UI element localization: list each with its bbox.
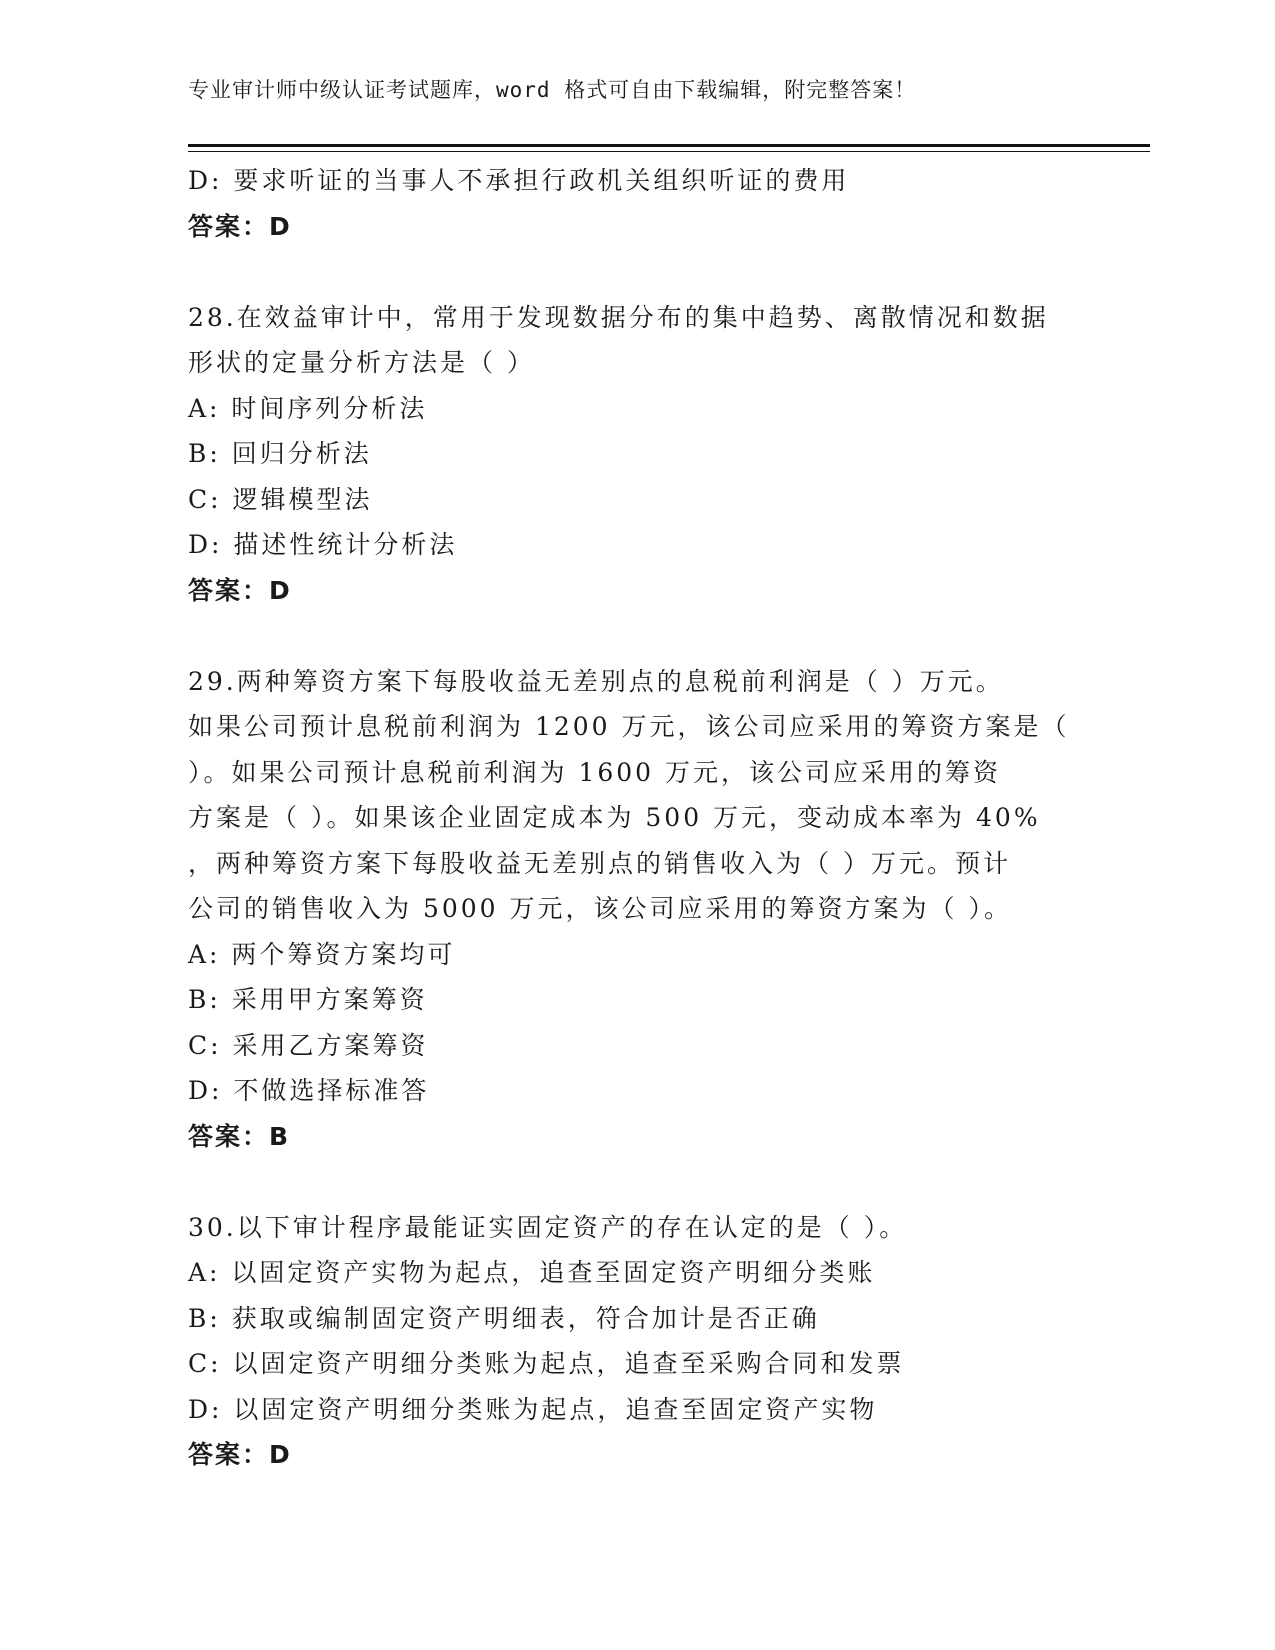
question-stem-line: 形状的定量分析方法是（ ） [188, 348, 535, 377]
option-a: A: 以固定资产实物为起点，追查至固定资产明细分类账 [188, 1258, 876, 1287]
question-stem-line: 如果公司预计息税前利润为 1200 万元，该公司应采用的筹资方案是（ [188, 712, 1070, 741]
answer-line: 答案：B [188, 1121, 291, 1151]
answer-line: 答案：D [188, 211, 292, 241]
option-d: D: 描述性统计分析法 [188, 530, 458, 559]
question-28 [188, 295, 1088, 614]
option-d: D: 要求听证的当事人不承担行政机关组织听证的费用 [188, 166, 850, 195]
option-d: D: 不做选择标准答 [188, 1076, 430, 1105]
option-b: B: 采用甲方案筹资 [188, 985, 428, 1014]
option-a: A: 时间序列分析法 [188, 393, 428, 423]
question-stem-line: ）。如果公司预计息税前利润为 1600 万元，该公司应采用的筹资 [188, 757, 1002, 787]
option-c: C: 以固定资产明细分类账为起点，追查至采购合同和发票 [188, 1349, 905, 1378]
answer-line: 答案：D [188, 1440, 292, 1469]
question-stem-line: 公司的销售收入为 5000 万元，该公司应采用的筹资方案为（ ）。 [188, 894, 1012, 923]
option-c: C: 采用乙方案筹资 [188, 1030, 429, 1060]
question-stem-line: 30.以下审计程序最能证实固定资产的存在认定的是（ ）。 [188, 1212, 908, 1242]
question-content [188, 158, 1088, 1478]
option-c: C: 逻辑模型法 [188, 484, 373, 514]
spacer [188, 1159, 1088, 1205]
option-d: D: 以固定资产明细分类账为起点，追查至固定资产实物 [188, 1394, 878, 1424]
header-rule-thin [188, 151, 1150, 152]
question-29 [188, 659, 1088, 1160]
question-stem-line: 29.两种筹资方案下每股收益无差别点的息税前利润是（ ）万元。 [188, 666, 1004, 696]
option-a: A: 两个筹资方案均可 [188, 939, 456, 969]
option-b: B: 回归分析法 [188, 439, 372, 468]
question-30 [188, 1205, 1088, 1478]
header-rule-thick [188, 144, 1150, 147]
spacer [188, 613, 1088, 659]
answer-line: 答案：D [188, 575, 292, 605]
page-header: 专业审计师中级认证考试题库，word 格式可自由下载编辑，附完整答案！ [188, 78, 917, 102]
question-stem-line: 28.在效益审计中，常用于发现数据分布的集中趋势、离散情况和数据 [188, 302, 1049, 332]
question-stem-line: 方案是（ ）。如果该企业固定成本为 500 万元，变动成本率为 40% [188, 803, 1041, 832]
question-stem-line: ，两种筹资方案下每股收益无差别点的销售收入为（ ）万元。预计 [188, 848, 1011, 878]
option-b: B: 获取或编制固定资产明细表，符合加计是否正确 [188, 1303, 820, 1333]
spacer [188, 249, 1088, 295]
